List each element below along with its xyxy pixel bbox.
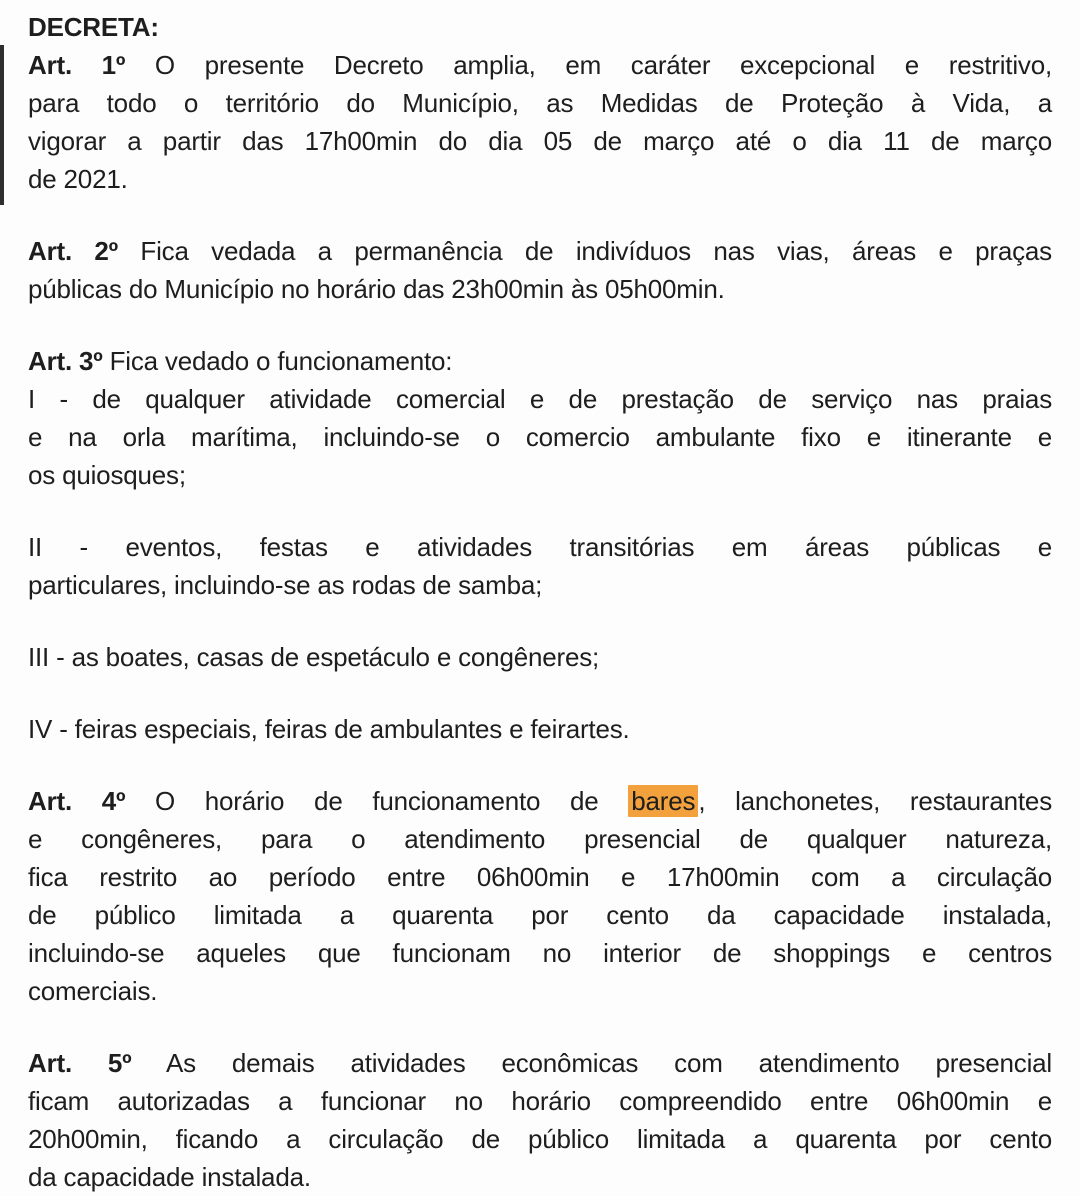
text-line: para todo o território do Município, as Medidas de Proteção à Vida, a	[28, 88, 1052, 118]
text-line: Art. 4º O horário de funcionamento de bares , lanchonetes, restaurantes	[28, 786, 1052, 816]
text-line: II - eventos, festas e atividades transitórias em áreas públicas e	[28, 532, 1052, 562]
decree-body	[28, 8, 1052, 1196]
text-line: vigorar a partir das 17h00min do dia 05 de março até o dia 11 de março	[28, 126, 1052, 156]
text-line: Art. 2º Fica vedada a permanência de indivíduos nas vias, áreas e praças	[28, 236, 1052, 266]
article-4	[28, 782, 1052, 1010]
article-1	[28, 46, 1052, 198]
text-line: IV - feiras especiais, feiras de ambulantes e feirartes.	[28, 714, 630, 744]
bold-label: Art. 3º	[28, 346, 103, 376]
bold-label: Art. 1º	[28, 50, 126, 80]
bold-label: Art. 5º	[28, 1048, 132, 1078]
article-2	[28, 232, 1052, 308]
highlighted-word: bares	[628, 785, 698, 817]
text-line: ficam autorizadas a funcionar no horário compreendido entre 06h00min e	[28, 1086, 1052, 1116]
text-line: de público limitada a quarenta por cento da capacidade instalada,	[28, 900, 1052, 930]
article-3	[28, 342, 1052, 380]
text-line: particulares, incluindo-se as rodas de samba;	[28, 570, 543, 600]
text-line: fica restrito ao período entre 06h00min e 17h00min com a circulação	[28, 862, 1052, 892]
text-line: Art. 3º Fica vedado o funcionamento:	[28, 346, 453, 376]
text-line: da capacidade instalada.	[28, 1162, 311, 1192]
text-line: 20h00min, ficando a circulação de público limitada a quarenta por cento	[28, 1124, 1052, 1154]
text-line: e na orla marítima, incluindo-se o comercio ambulante fixo e itinerante e	[28, 422, 1052, 452]
item-i	[28, 380, 1052, 494]
text-line: Art. 5º As demais atividades econômicas com atendimento presencial	[28, 1048, 1052, 1078]
text-line: Art. 1º O presente Decreto amplia, em caráter excepcional e restritivo,	[28, 50, 1052, 80]
item-iv	[28, 710, 1052, 748]
item-ii	[28, 528, 1052, 604]
text-line: e congêneres, para o atendimento presencial de qualquer natureza,	[28, 824, 1052, 854]
text-line: os quiosques;	[28, 460, 186, 490]
text-line: de 2021.	[28, 164, 128, 194]
bold-label: Art. 2º	[28, 236, 118, 266]
scan-edge-artifact	[0, 45, 4, 205]
item-iii	[28, 638, 1052, 676]
text-line: incluindo-se aqueles que funcionam no interior de shoppings e centros	[28, 938, 1052, 968]
bold-label: DECRETA:	[28, 12, 159, 42]
text-line	[28, 8, 1052, 46]
bold-label: Art. 4º	[28, 786, 126, 816]
text-line: I - de qualquer atividade comercial e de prestação de serviço nas praias	[28, 384, 1052, 414]
text-line: III - as boates, casas de espetáculo e congêneres;	[28, 642, 600, 672]
text-line: públicas do Município no horário das 23h00min às 05h00min.	[28, 274, 725, 304]
text-line: comerciais.	[28, 976, 158, 1006]
article-5	[28, 1044, 1052, 1196]
decreta-heading	[28, 8, 1052, 46]
